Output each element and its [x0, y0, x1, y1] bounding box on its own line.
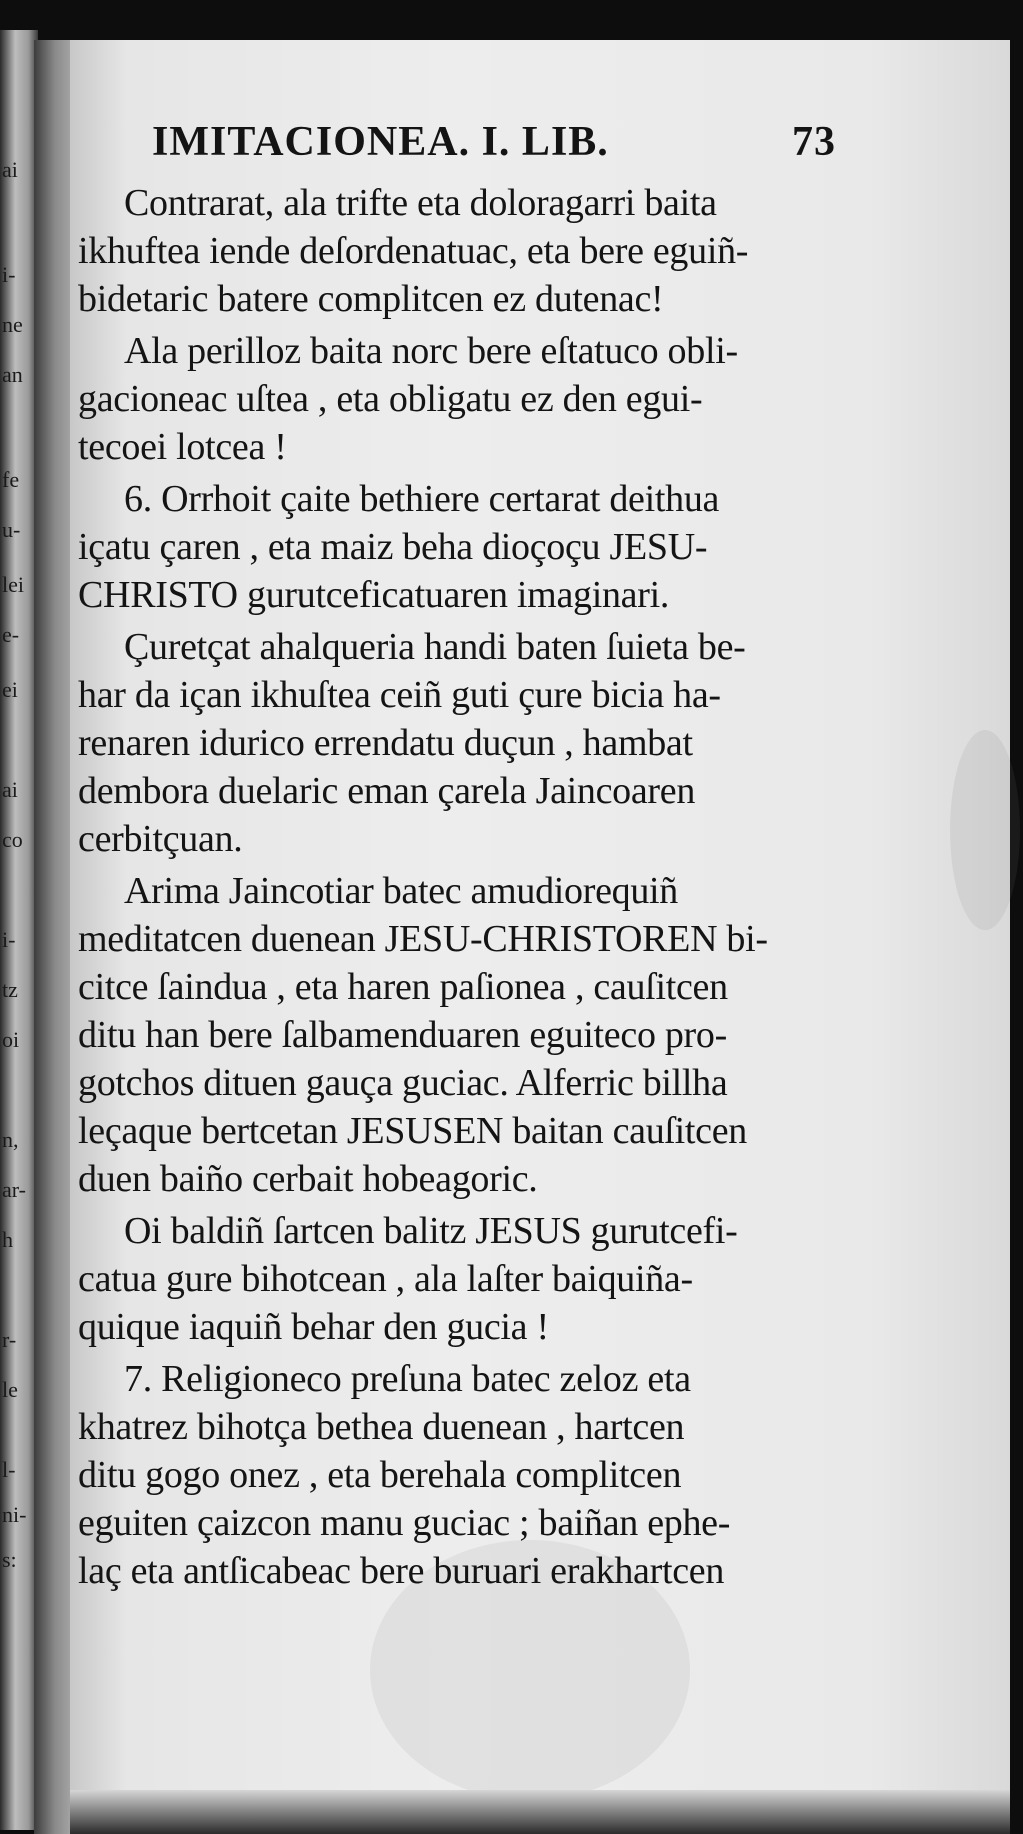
text-line: duen baiño cerbait hobeagoric.	[78, 1158, 538, 1200]
text-line: içatu çaren , eta maiz beha dioçoçu JESU-	[78, 526, 708, 568]
text-line: gotchos dituen gauça guciac. Alferric billha	[78, 1062, 728, 1104]
text-line: citce ſaindua , eta haren paſionea , cauſitcen	[78, 966, 728, 1008]
text-line: eguiten çaizcon manu guciac ; baiñan ephe-	[78, 1502, 731, 1544]
text-line: Contrarat, ala trifte eta doloragarri baita	[124, 182, 717, 224]
text-line: ditu gogo onez , eta berehala complitcen	[78, 1454, 682, 1496]
text-line: tecoei lotcea !	[78, 426, 287, 468]
text-line: CHRISTO gurutceficatuaren imaginari.	[78, 574, 670, 616]
text-line: Arima Jaincotiar batec amudiorequiñ	[124, 870, 679, 912]
text-line: Oi baldiñ ſartcen balitz JESUS gurutcefi-	[124, 1210, 738, 1252]
page-number: 73	[792, 119, 836, 165]
text-line: quique iaquiñ behar den gucia !	[78, 1306, 549, 1348]
text-line: 7. Religioneco preſuna batec zeloz eta	[124, 1358, 691, 1400]
text-line: catua gure bihotcean , ala laſter baiquiña-	[78, 1258, 693, 1300]
text-line: cerbitçuan.	[78, 818, 243, 860]
text-line: har da içan ikhuſtea ceiñ guti çure bicia ha-	[78, 674, 721, 716]
text-line: meditatcen duenean JESU-CHRISTOREN bi-	[78, 918, 768, 960]
running-head	[152, 118, 836, 166]
text-line: bidetaric batere complitcen ez dutenac!	[78, 278, 664, 320]
text-line: Çuretçat ahalqueria handi baten ſuieta be-	[124, 626, 746, 668]
text-line: dembora duelaric eman çarela Jaincoaren	[78, 770, 696, 812]
text-line: laç eta antſicabeac bere buruari erakhartcen	[78, 1550, 725, 1592]
text-line: ditu han bere ſalbamenduaren eguiteco pro-	[78, 1014, 727, 1056]
text-line: ikhuftea iende deſordenatuac, eta bere eguiñ-	[78, 230, 749, 272]
running-head-title: IMITACIONEA. I. LIB.	[152, 119, 609, 165]
text-line: Ala perilloz baita norc bere eſtatuco obli-	[124, 330, 738, 372]
text-line: renaren idurico errendatu duçun , hambat	[78, 722, 693, 764]
text-line: leçaque bertcetan JESUSEN baitan cauſitcen	[78, 1110, 748, 1152]
text-line: gacioneac uſtea , eta obligatu ez den egui-	[78, 378, 703, 420]
text-line: 6. Orrhoit çaite bethiere certarat deithua	[124, 478, 720, 520]
text-line: khatrez bihotça bethea duenean , hartcen	[78, 1406, 685, 1448]
